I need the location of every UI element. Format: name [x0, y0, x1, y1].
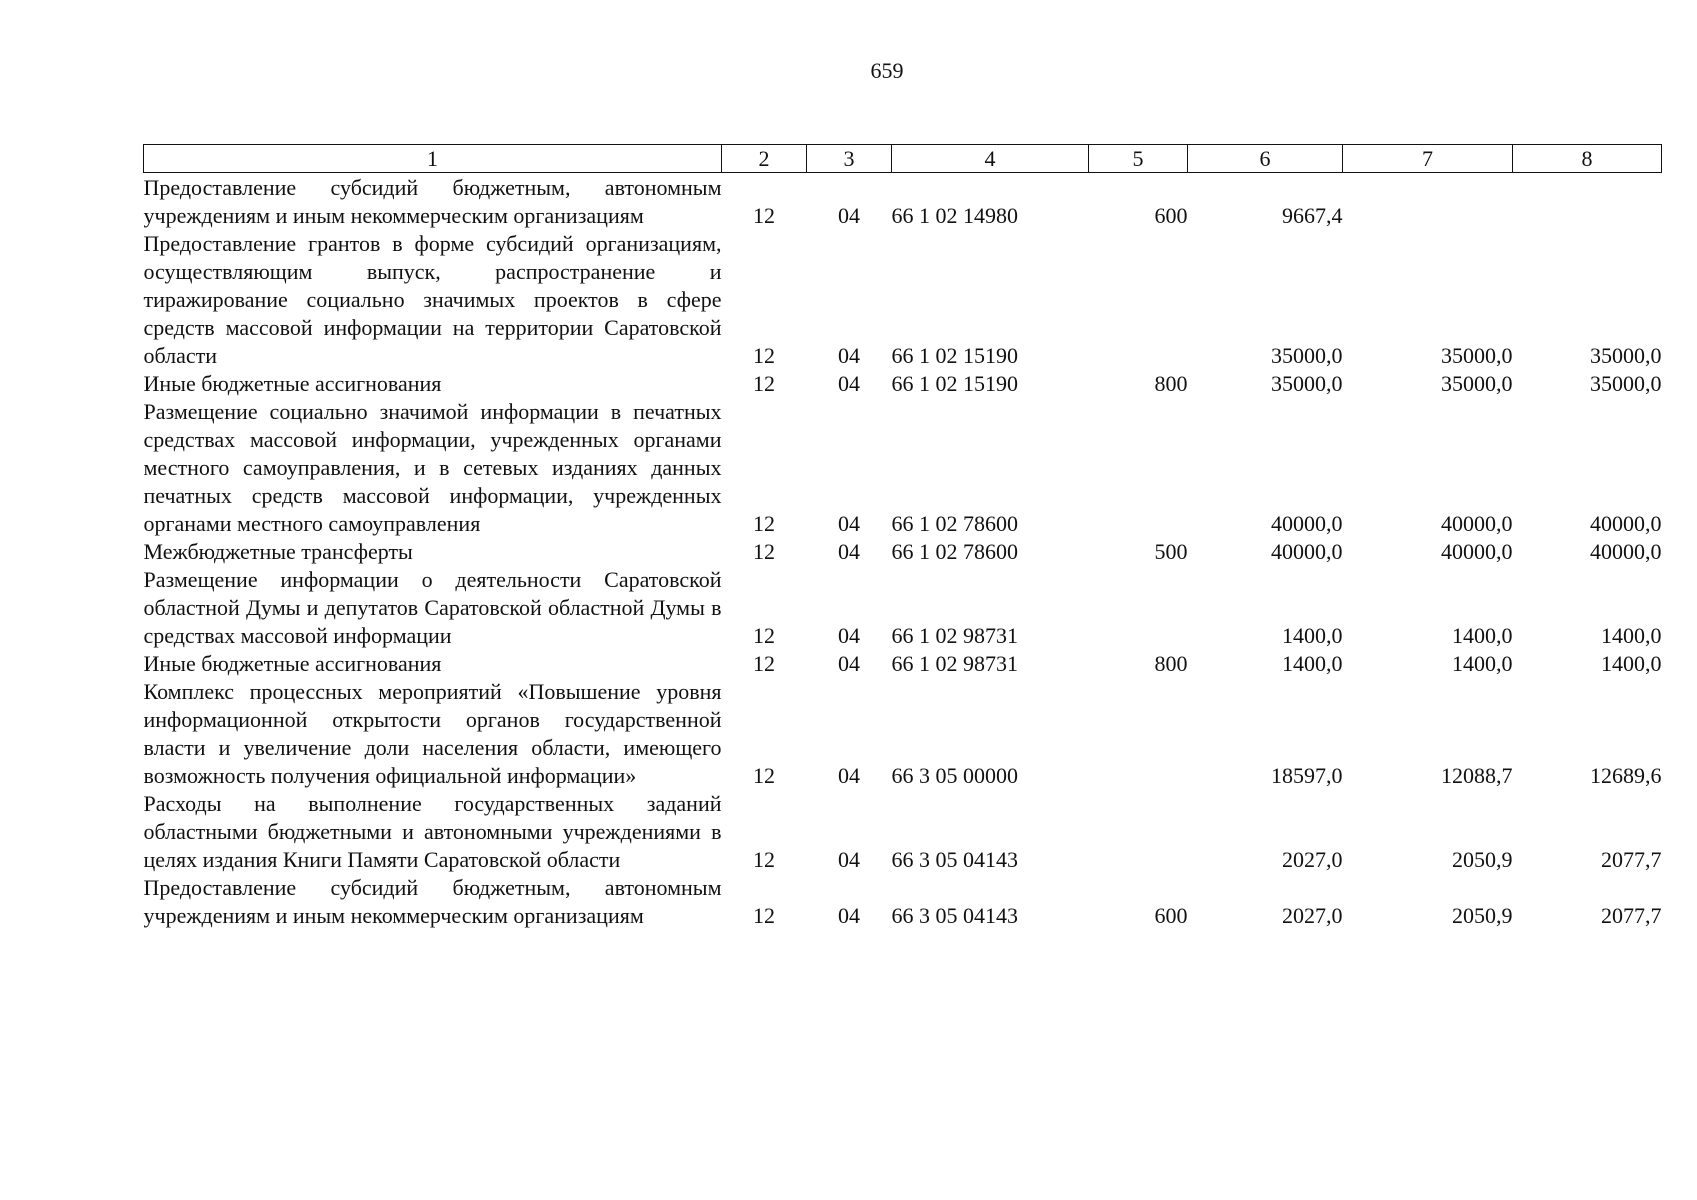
row-name: Расходы на выполнение государственных заданий областными бюджетными и автономными учреждениями в целях издания Книги Памяти Саратовской области: [143, 791, 722, 872]
row-name: Предоставление субсидий бюджетным, автономным учреждениям и иным некоммерческим организациям: [143, 875, 722, 928]
row-name: Предоставление грантов в форме субсидий организациям, осуществляющим выпуск, распространение и тиражирование социально значимых проектов в сфере средств массовой информации на территории Саратовской области: [143, 231, 722, 368]
row-amount-col-8: [1513, 173, 1662, 231]
table-row: [144, 398, 1662, 538]
row-expense-type: [1089, 566, 1188, 650]
row-amount-col-6: 2027,0: [1282, 847, 1343, 872]
row-section: 12: [753, 903, 775, 928]
row-subsection: 04: [838, 623, 860, 648]
row-expense-type: 800: [1154, 371, 1188, 396]
table-row: [144, 874, 1662, 930]
row-amount-col-6: 40000,0: [1271, 539, 1343, 564]
row-amount-col-8: 40000,0: [1590, 511, 1662, 536]
row-amount-col-8: 35000,0: [1590, 371, 1662, 396]
row-section: 12: [753, 343, 775, 368]
table-header: [144, 145, 1662, 173]
row-subsection: 04: [838, 539, 860, 564]
row-amount-col-7: 2050,9: [1452, 847, 1513, 872]
row-amount-col-8: 35000,0: [1590, 343, 1662, 368]
row-subsection: 04: [838, 651, 860, 676]
row-section: 12: [753, 651, 775, 676]
row-name: Иные бюджетные ассигнования: [143, 371, 442, 396]
row-amount-col-7: [1343, 173, 1513, 231]
row-expense-type: [1089, 790, 1188, 874]
row-amount-col-7: 35000,0: [1441, 343, 1513, 368]
row-amount-col-6: 2027,0: [1282, 903, 1343, 928]
row-section: 12: [753, 847, 775, 872]
row-target-code: 66 1 02 14980: [891, 203, 1018, 228]
row-expense-type: 600: [1154, 903, 1188, 928]
row-name: Предоставление субсидий бюджетным, автономным учреждениям и иным некоммерческим организациям: [143, 175, 722, 228]
row-amount-col-6: 1400,0: [1282, 623, 1343, 648]
row-name: Межбюджетные трансферты: [143, 539, 413, 564]
row-amount-col-6: 18597,0: [1271, 763, 1343, 788]
row-subsection: 04: [838, 203, 860, 228]
header-col-7: 7: [1343, 145, 1513, 173]
header-col-5: 5: [1089, 145, 1188, 173]
row-amount-col-6: 1400,0: [1282, 651, 1343, 676]
header-col-3: 3: [807, 145, 892, 173]
table-row: [144, 173, 1662, 231]
row-target-code: 66 3 05 00000: [891, 763, 1018, 788]
row-section: 12: [753, 623, 775, 648]
row-name: Комплекс процессных мероприятий «Повышение уровня информационной открытости органов государственной власти и увеличение доли населения области, имеющего возможность получения официальной информации»: [143, 679, 722, 788]
row-target-code: 66 1 02 15190: [891, 371, 1018, 396]
budget-table: [143, 144, 1662, 930]
row-amount-col-7: 40000,0: [1441, 539, 1513, 564]
row-target-code: 66 1 02 98731: [891, 651, 1018, 676]
header-row: [144, 145, 1662, 173]
row-expense-type: 600: [1154, 203, 1188, 228]
row-amount-col-8: 2077,7: [1601, 903, 1662, 928]
table-row: [144, 790, 1662, 874]
header-col-6: 6: [1188, 145, 1343, 173]
table-row: [144, 230, 1662, 370]
row-target-code: 66 1 02 78600: [891, 511, 1018, 536]
row-amount-col-8: 40000,0: [1590, 539, 1662, 564]
row-target-code: 66 1 02 98731: [891, 623, 1018, 648]
row-amount-col-6: 35000,0: [1271, 343, 1343, 368]
row-target-code: 66 1 02 15190: [891, 343, 1018, 368]
row-section: 12: [753, 511, 775, 536]
row-section: 12: [753, 371, 775, 396]
row-amount-col-8: 12689,6: [1590, 763, 1662, 788]
row-subsection: 04: [838, 371, 860, 396]
row-expense-type: 500: [1154, 539, 1188, 564]
row-expense-type: [1089, 230, 1188, 370]
row-expense-type: 800: [1154, 651, 1188, 676]
header-col-1: 1: [144, 145, 722, 173]
row-section: 12: [753, 203, 775, 228]
row-amount-col-7: 35000,0: [1441, 371, 1513, 396]
row-amount-col-8: 2077,7: [1601, 847, 1662, 872]
row-section: 12: [753, 763, 775, 788]
table-row: [144, 566, 1662, 650]
row-amount-col-7: 1400,0: [1452, 651, 1513, 676]
row-amount-col-7: 1400,0: [1452, 623, 1513, 648]
row-name: Размещение социально значимой информации в печатных средствах массовой информации, учрежденных органами местного самоуправления, и в сетевых изданиях данных печатных средств массовой информации, учрежденных органами местного самоуправления: [143, 399, 722, 536]
row-expense-type: [1089, 398, 1188, 538]
row-subsection: 04: [838, 343, 860, 368]
row-amount-col-7: 12088,7: [1441, 763, 1513, 788]
row-subsection: 04: [838, 903, 860, 928]
row-amount-col-6: 35000,0: [1271, 371, 1343, 396]
header-col-2: 2: [722, 145, 807, 173]
row-subsection: 04: [838, 763, 860, 788]
header-col-8: 8: [1513, 145, 1662, 173]
row-amount-col-7: 40000,0: [1441, 511, 1513, 536]
row-target-code: 66 3 05 04143: [891, 847, 1018, 872]
row-name: Иные бюджетные ассигнования: [143, 651, 442, 676]
row-section: 12: [753, 539, 775, 564]
table-row: [144, 678, 1662, 790]
row-amount-col-8: 1400,0: [1601, 651, 1662, 676]
table-body: [144, 173, 1662, 931]
row-subsection: 04: [838, 511, 860, 536]
table-row: [144, 370, 1662, 398]
row-name: Размещение информации о деятельности Саратовской областной Думы и депутатов Саратовской областной Думы в средствах массовой информации: [143, 567, 722, 648]
row-amount-col-6: 40000,0: [1271, 511, 1343, 536]
row-expense-type: [1089, 678, 1188, 790]
row-amount-col-8: 1400,0: [1601, 623, 1662, 648]
table-row: [144, 650, 1662, 678]
row-amount-col-7: 2050,9: [1452, 903, 1513, 928]
page-number: 659: [870, 58, 904, 83]
row-amount-col-6: 9667,4: [1282, 203, 1343, 228]
header-col-4: 4: [892, 145, 1089, 173]
row-target-code: 66 3 05 04143: [891, 903, 1018, 928]
table-row: [144, 538, 1662, 566]
row-target-code: 66 1 02 78600: [891, 539, 1018, 564]
row-subsection: 04: [838, 847, 860, 872]
